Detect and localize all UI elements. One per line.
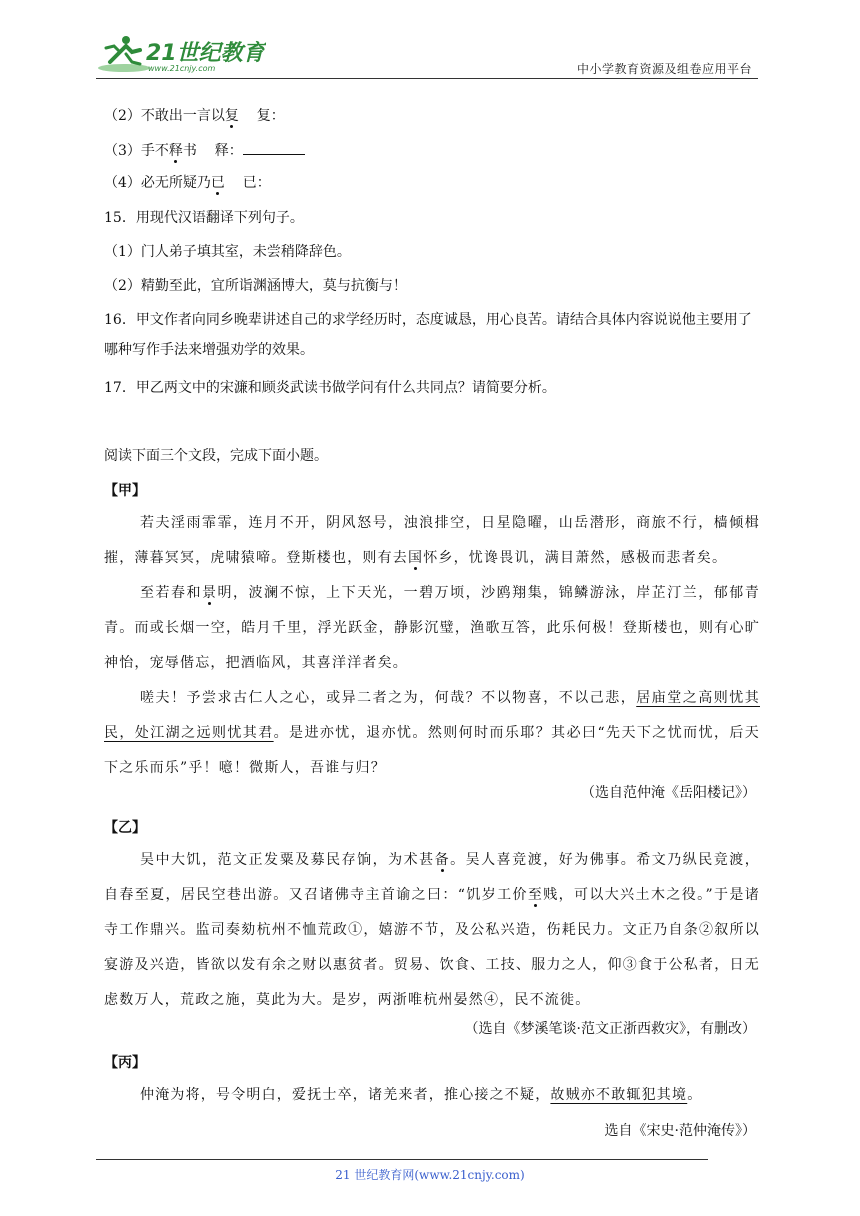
question-15: 15．用现代汉语翻译下列句子。 (104, 210, 304, 226)
bing-paragraph: 仲淹为将，号令明白，爱抚士卒，诸羌来者，推心接之不疑，故贼亦不敢辄犯其境。 (140, 1087, 703, 1103)
question-17: 17．甲乙两文中的宋濂和顾炎武读书做学问有什么共同点？请简要分析。 (104, 380, 556, 396)
site-logo[interactable] (96, 34, 266, 74)
underlined-sentence: 故贼亦不敢辄犯其境 (550, 1087, 688, 1103)
footer-divider (96, 1159, 708, 1160)
page-header (96, 30, 756, 78)
question-14-2: （2）不敢出一言以复 复： (104, 108, 285, 124)
header-divider (96, 78, 758, 79)
underlined-sentence: 居庙堂之高则忧其民，处江湖之远则忧其君 (104, 690, 760, 741)
question-14-3: （3）手不释书 释： (104, 140, 305, 161)
question-15-2: （2）精勤至此，宜所诣渊涵博大，莫与抗衡与！ (104, 278, 407, 294)
bing-source: 选自《宋史·范仲淹传》） (604, 1123, 756, 1139)
jia-source: （选自范仲淹《岳阳楼记》） (581, 785, 756, 801)
question-14-4: （4）必无所疑乃已 已： (104, 175, 271, 191)
svg-text:www.21cnjy.com: www.21cnjy.com (148, 64, 216, 73)
question-15-1: （1）门人弟子填其室，未尝稍降辞色。 (104, 244, 351, 260)
jia-paragraph-1: 若夫淫雨霏霏，连月不开，阴风怒号，浊浪排空，日星隐曜，山岳潜形，商旅不行，樯倾楫摧，薄暮冥冥，虎啸猿啼。登斯楼也，则有去国怀乡，忧谗畏讥，满目萧然，感极而悲者矣。 (104, 515, 760, 566)
svg-text:21世纪教育: 21世纪教育 (146, 41, 265, 66)
section-label-jia: 【甲】 (104, 483, 146, 499)
question-16: 16．甲文作者向同乡晚辈讲述自己的求学经历时，态度诚恳，用心良苦。请结合具体内容说说他主要用了哪种写作手法来增强劝学的效果。 (104, 312, 752, 358)
platform-name: 中小学教育资源及组卷应用平台 (576, 62, 752, 76)
runner-logo-icon (96, 34, 266, 74)
section-label-yi: 【乙】 (104, 820, 146, 836)
yi-source: （选自《梦溪笔谈·范文正浙西救灾》，有删改） (464, 1021, 756, 1037)
answer-blank[interactable] (243, 140, 305, 155)
yi-paragraph: 吴中大饥，范文正发粟及募民存饷，为术甚备。吴人喜竞渡，好为佛事。希文乃纵民竞渡，自春至夏，居民空巷出游。又召诸佛寺主首谕之曰：“饥岁工价至贱，可以大兴土木之役。”于是诸寺工作鼎兴。监司奏劾杭州不恤荒政①，嬉游不节，及公私兴造，伤耗民力。文正乃自条②叙所以宴游及兴造，皆欲以发有余之财以惠贫者。贸易、饮食、工技、服力之人，仰③食于公私者，日无虑数万人，荒政之施，莫此为大。是岁，两浙唯杭州晏然④，民不流徙。 (104, 852, 760, 1008)
footer-link[interactable]: 21 世纪教育网(www.21cnjy.com) (335, 1168, 525, 1182)
jia-paragraph-3: 嗟夫！予尝求古仁人之心，或异二者之为，何哉？不以物喜，不以己悲，居庙堂之高则忧其民，处江湖之远则忧其君。是进亦忧，退亦忧。然则何时而乐耶？其必曰“先天下之忧而忧，后天下之乐而乐”乎！噫！微斯人，吾谁与归？ (104, 690, 760, 776)
jia-paragraph-2: 至若春和景明，波澜不惊，上下天光，一碧万顷，沙鸥翔集，锦鳞游泳，岸芷汀兰，郁郁青青。而或长烟一空，皓月千里，浮光跃金，静影沉璧，渔歌互答，此乐何极！登斯楼也，则有心旷神怡，宠辱偕忘，把酒临风，其喜洋洋者矣。 (104, 585, 760, 671)
reading-intro: 阅读下面三个文段，完成下面小题。 (104, 448, 328, 464)
section-label-bing: 【丙】 (104, 1055, 146, 1071)
